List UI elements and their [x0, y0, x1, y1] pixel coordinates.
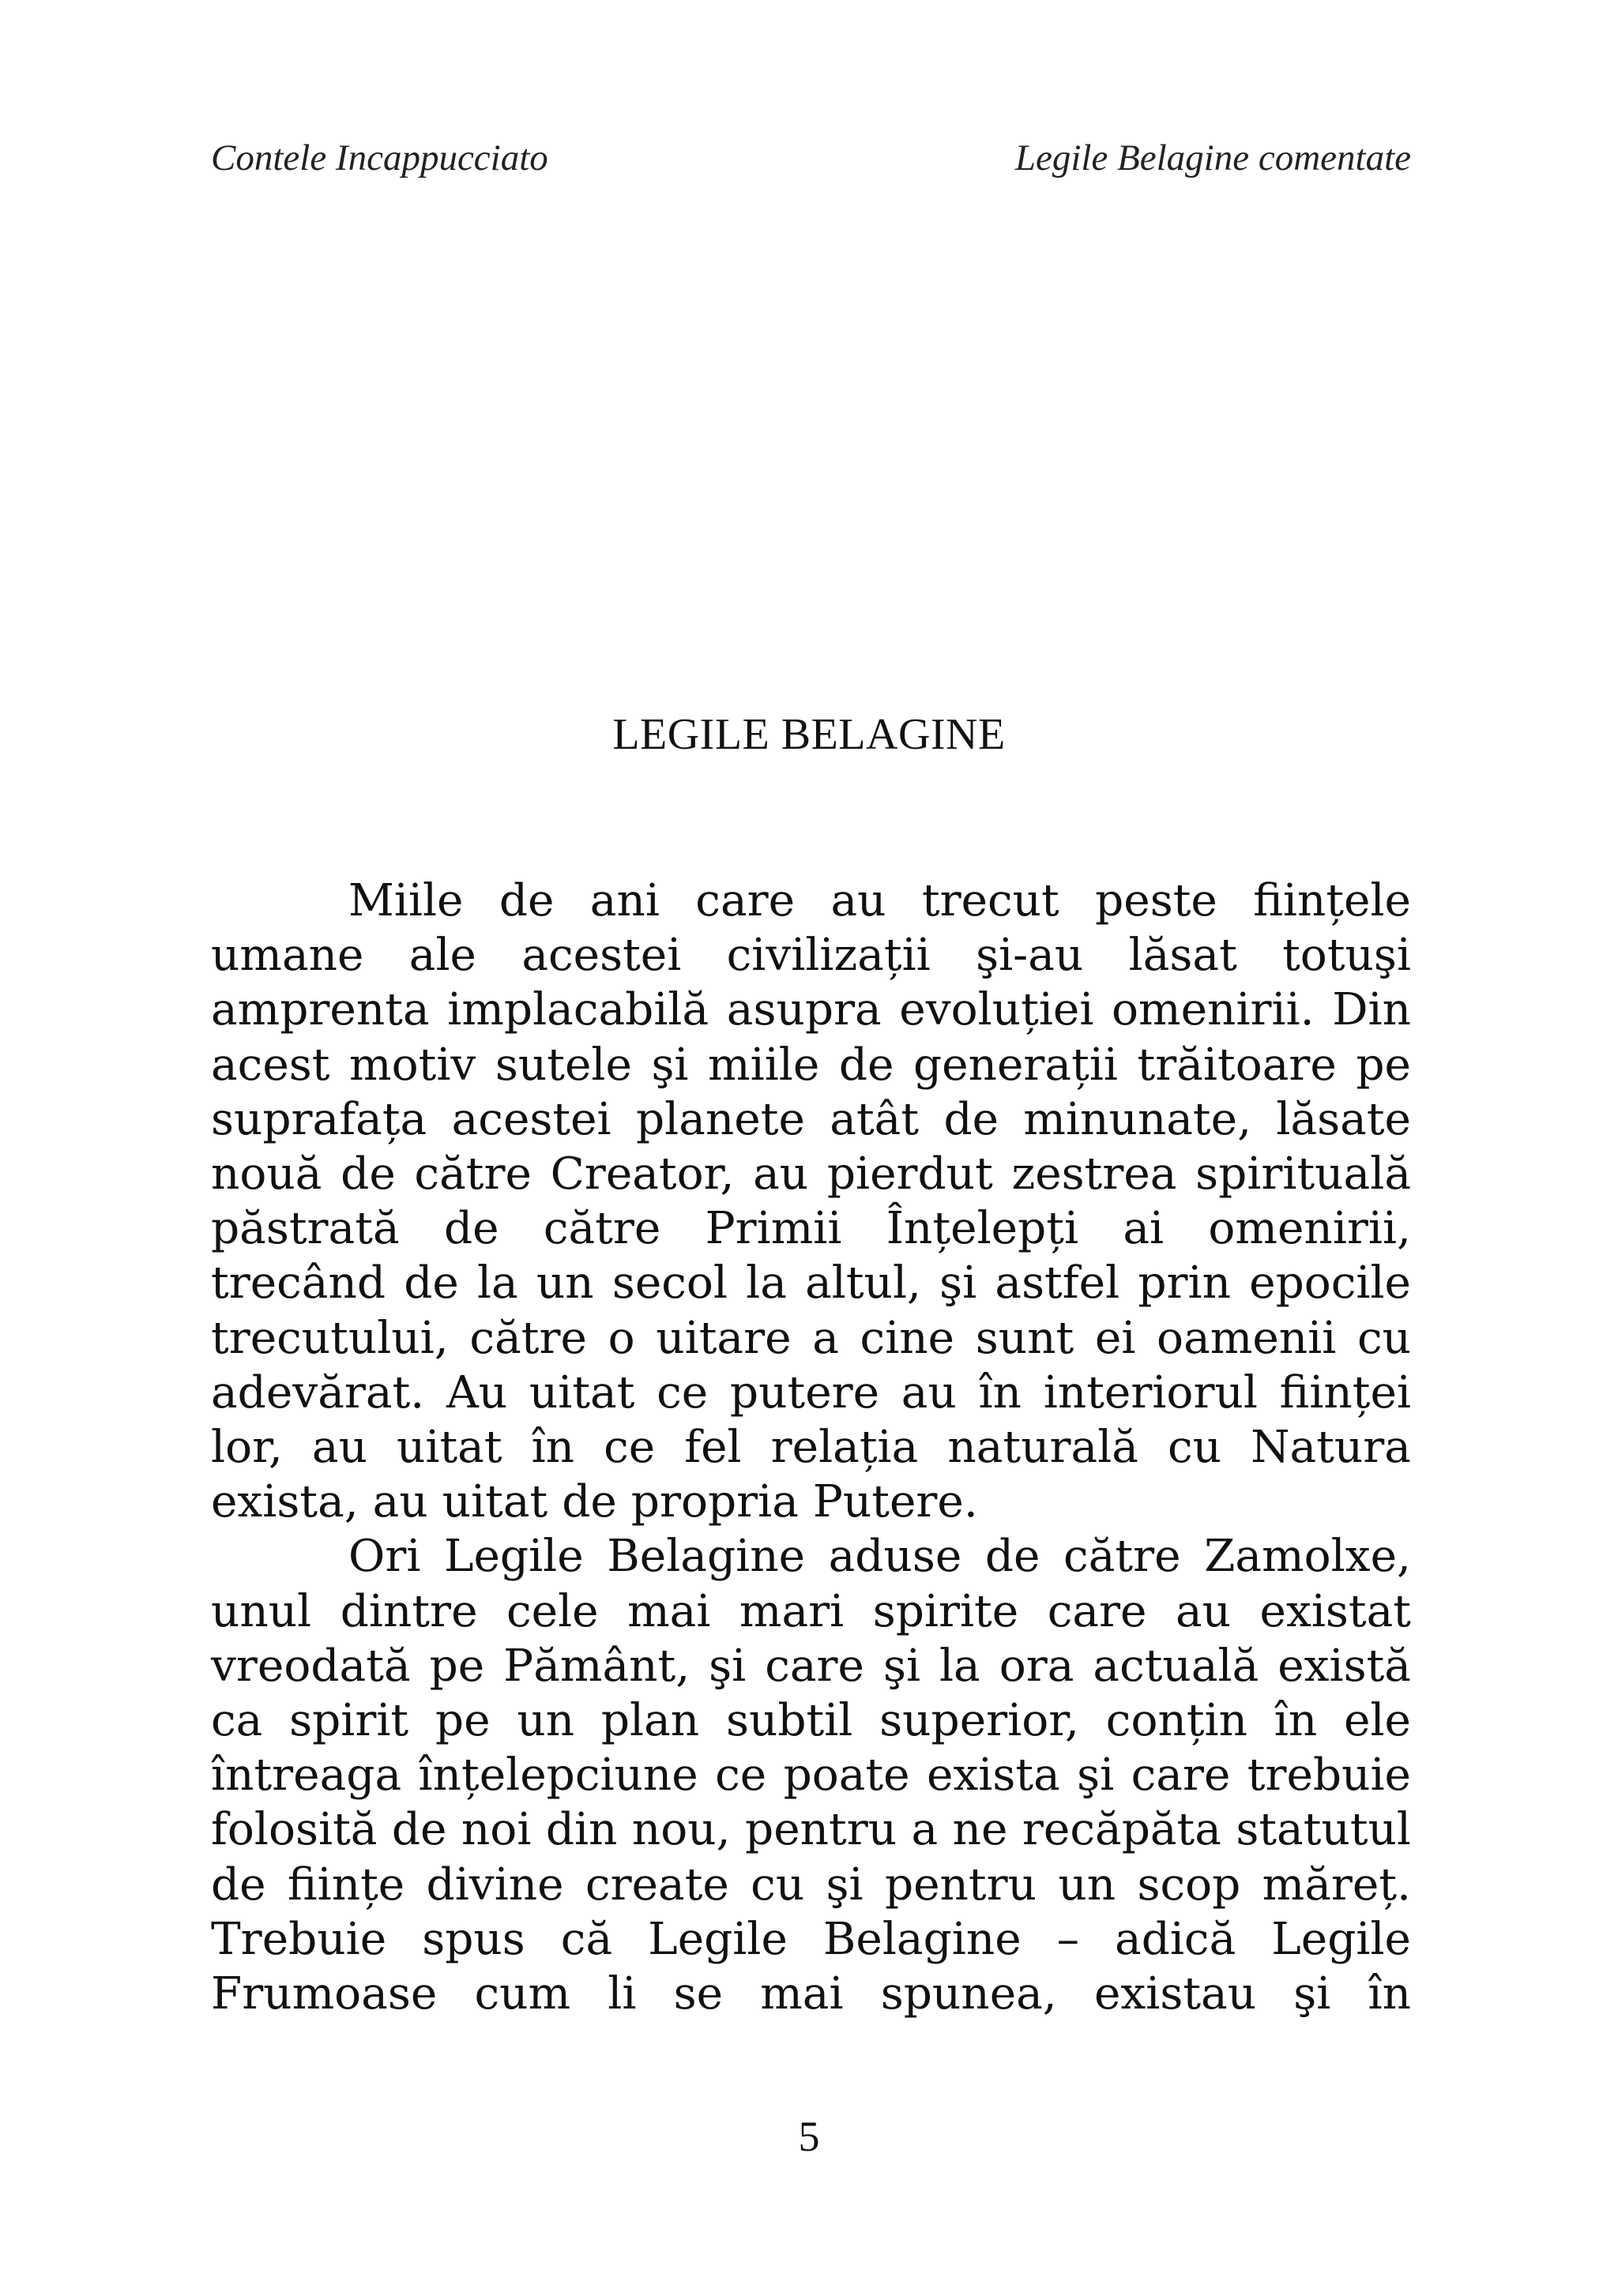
paragraph: Miile de ani care au trecut peste ființele umane ale acestei civilizații şi-au lăsat totuşi amprenta implacabilă asupra evoluției omenirii. Din acest motiv sutele şi miile de generații trăitoare pe suprafața acestei planete atât de minunate, lăsate nouă de către Creator, au pierdut zestrea spirituală păstrată de către Primii Înțelepți ai omenirii, trecând de la un secol la altul, şi astfel prin epocile trecutului, către o uitare a cine sunt ei oamenii cu adevărat. Au uitat ce putere au în interiorul ființei lor, au uitat în ce fel relația naturală cu Natura exista, au uitat de propria Putere. [211, 875, 1411, 1528]
header-author: Contele Incappucciato [211, 137, 548, 178]
body-text [211, 874, 1411, 2021]
page-number: 5 [798, 2113, 820, 2160]
chapter-title: LEGILE BELAGINE [612, 710, 1006, 759]
header-book-title: Legile Belagine comentate [1014, 137, 1411, 178]
running-header [211, 134, 1411, 182]
paragraph: Ori Legile Belagine aduse de către Zamolxe, unul dintre cele mai mari spirite care au existat vreodată pe Pământ, şi care şi la ora actuală există ca spirit pe un plan subtil superior, conțin în ele întreaga înțelepciune ce poate exista şi care trebuie folosită de noi din nou, pentru a ne recăpăta statutul de ființe divine create cu şi pentru un scop măreț. Trebuie spus că Legile Belagine – adică Legile Frumoase cum li se mai spunea, existau şi în [211, 1531, 1411, 2020]
